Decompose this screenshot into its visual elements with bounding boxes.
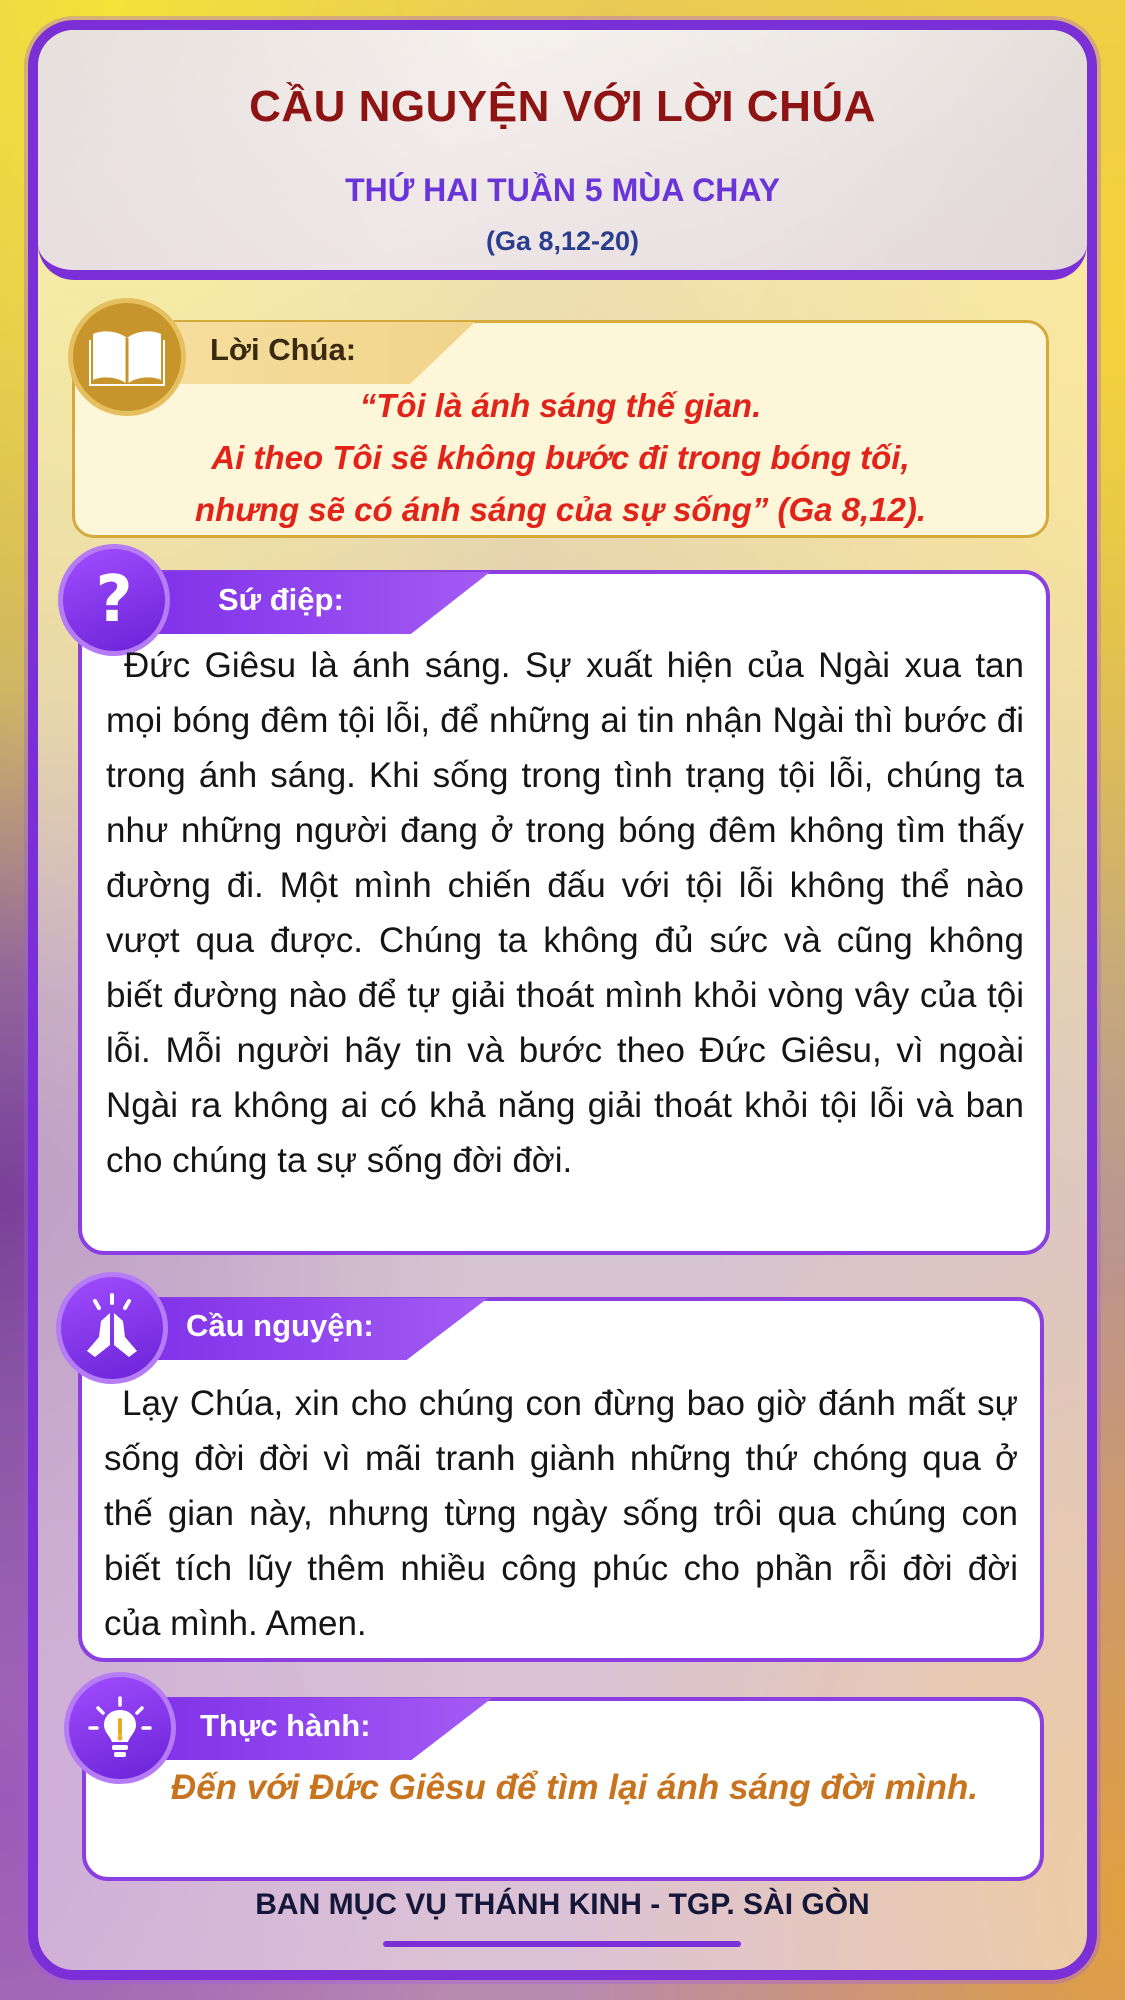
message-text: Đức Giêsu là ánh sáng. Sự xuất hiện của Ngài xua tan mọi bóng đêm tội lỗi, để những ai tin nhận Ngài thì bước đi trong ánh sáng. Khi sống trong tình trạng tội lỗi, chúng ta như những người đang ở trong bóng đêm không tìm thấy đường đi. Một mình chiến đấu với tội lỗi không thể nào vượt qua được. Chúng ta không đủ sức và cũng không biết đường nào để tự giải thoát mình khỏi vòng vây của tội lỗi. Mỗi người hãy tin và bước theo Đức Giêsu, vì ngoài Ngài ra không ai có khả năng giải thoát khỏi tội lỗi và ban cho chúng ta sự sống đời đời. [106,646,1024,1180]
footer-credit: BAN MỤC VỤ THÁNH KINH - TGP. SÀI GÒN [255,1888,870,1921]
scripture-reference: (Ga 8,12-20) [485,226,640,256]
prayer-label: Cầu nguyện: [186,1308,374,1343]
praying-hands-icon [56,1272,168,1384]
message-label: Sứ điệp: [218,582,344,617]
footer-divider [383,1941,741,1947]
quote-line: “Tôi là ánh sáng thế gian. [359,387,762,424]
practice-label: Thực hành: [200,1708,371,1743]
practice-text: Đến với Đức Giêsu để tìm lại ánh sáng đời mình. [170,1768,979,1807]
quote-line: Ai theo Tôi sẽ không bước đi trong bóng tối, [211,439,910,476]
page-subtitle: THỨ HAI TUẦN 5 MÙA CHAY [345,172,780,208]
word-of-god-label: Lời Chúa: [210,332,357,367]
question-mark-icon: ? [58,544,170,656]
scripture-quote [72,380,1049,536]
header-banner [38,30,1087,280]
page-title: CẦU NGUYỆN VỚI LỜI CHÚA [249,82,876,131]
quote-line: nhưng sẽ có ánh sáng của sự sống” (Ga 8,12). [194,491,927,528]
prayer-text: Lạy Chúa, xin cho chúng con đừng bao giờ đánh mất sự sống đời đời vì mãi tranh giành những thứ chóng qua ở thế gian này, nhưng từng ngày sống trôi qua chúng con biết tích lũy thêm nhiều công phúc cho phần rỗi đời đời của mình. Amen. [104,1384,1018,1643]
